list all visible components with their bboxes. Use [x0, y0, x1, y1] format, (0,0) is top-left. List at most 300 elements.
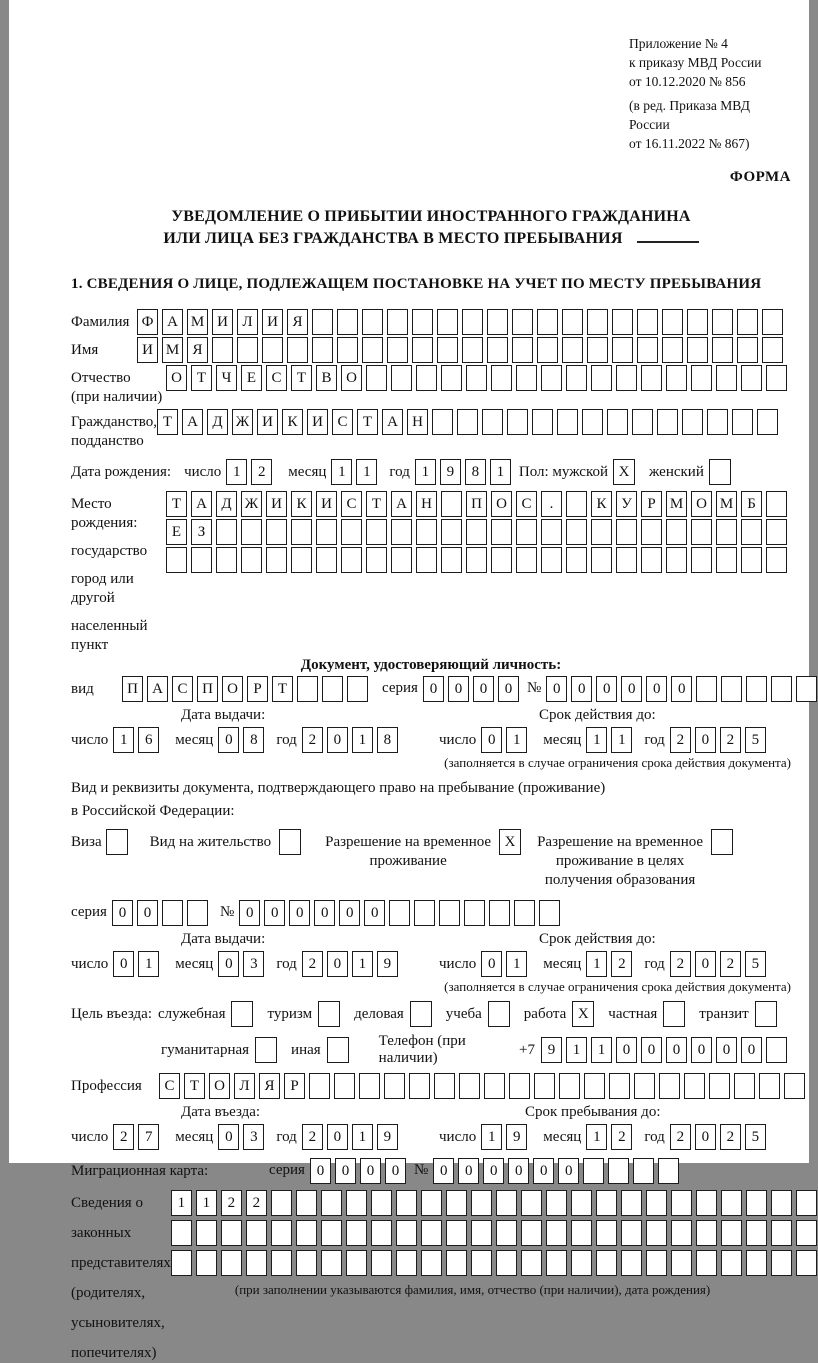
char-cell[interactable]: 1 [196, 1190, 217, 1216]
char-cell[interactable]: 2 [221, 1190, 242, 1216]
char-cell[interactable] [546, 1220, 567, 1246]
char-cell[interactable] [746, 1250, 767, 1276]
char-cell[interactable] [237, 337, 258, 363]
char-cell[interactable]: Т [366, 491, 387, 517]
char-cell[interactable] [334, 1073, 355, 1099]
char-cell[interactable]: 1 [591, 1037, 612, 1063]
char-cell[interactable]: С [332, 409, 353, 435]
residence-permit-checkbox[interactable] [279, 829, 301, 855]
char-cell[interactable] [212, 337, 233, 363]
char-cell[interactable] [796, 1190, 817, 1216]
char-cell[interactable] [312, 309, 333, 335]
char-cell[interactable] [666, 519, 687, 545]
char-cell[interactable] [509, 1073, 530, 1099]
char-cell[interactable] [366, 547, 387, 573]
char-cell[interactable]: Д [216, 491, 237, 517]
char-cell[interactable] [441, 547, 462, 573]
char-cell[interactable]: 0 [695, 727, 716, 753]
char-cell[interactable]: 0 [641, 1037, 662, 1063]
char-cell[interactable] [446, 1250, 467, 1276]
char-cell[interactable] [366, 519, 387, 545]
char-cell[interactable]: К [591, 491, 612, 517]
char-cell[interactable] [459, 1073, 480, 1099]
char-cell[interactable] [741, 547, 762, 573]
char-cell[interactable] [296, 1190, 317, 1216]
char-cell[interactable]: 0 [218, 727, 239, 753]
char-cell[interactable] [466, 547, 487, 573]
char-cell[interactable]: 5 [745, 1124, 766, 1150]
char-cell[interactable]: 0 [695, 951, 716, 977]
char-cell[interactable] [362, 309, 383, 335]
char-cell[interactable]: 0 [113, 951, 134, 977]
char-cell[interactable]: 0 [112, 900, 133, 926]
char-cell[interactable] [271, 1220, 292, 1246]
char-cell[interactable]: 1 [113, 727, 134, 753]
char-cell[interactable]: Е [241, 365, 262, 391]
char-cell[interactable]: О [341, 365, 362, 391]
char-cell[interactable]: Л [234, 1073, 255, 1099]
char-cell[interactable]: Д [207, 409, 228, 435]
char-cell[interactable] [766, 491, 787, 517]
char-cell[interactable]: И [212, 309, 233, 335]
char-cell[interactable] [391, 547, 412, 573]
char-cell[interactable]: П [197, 676, 218, 702]
char-cell[interactable] [387, 337, 408, 363]
sex-male-checkbox[interactable]: X [613, 459, 635, 485]
char-cell[interactable]: А [162, 309, 183, 335]
char-cell[interactable]: О [166, 365, 187, 391]
char-cell[interactable] [216, 547, 237, 573]
char-cell[interactable] [496, 1250, 517, 1276]
char-cell[interactable] [608, 1158, 629, 1184]
char-cell[interactable] [521, 1220, 542, 1246]
char-cell[interactable] [587, 337, 608, 363]
char-cell[interactable] [471, 1190, 492, 1216]
char-cell[interactable] [709, 1073, 730, 1099]
char-cell[interactable] [682, 409, 703, 435]
char-cell[interactable] [546, 1250, 567, 1276]
char-cell[interactable] [291, 547, 312, 573]
char-cell[interactable]: 0 [646, 676, 667, 702]
char-cell[interactable] [532, 409, 553, 435]
char-cell[interactable] [746, 1220, 767, 1246]
char-cell[interactable] [712, 309, 733, 335]
char-cell[interactable] [484, 1073, 505, 1099]
char-cell[interactable] [466, 519, 487, 545]
char-cell[interactable]: Р [284, 1073, 305, 1099]
char-cell[interactable] [491, 519, 512, 545]
char-cell[interactable] [491, 365, 512, 391]
char-cell[interactable] [521, 1250, 542, 1276]
char-cell[interactable]: Н [407, 409, 428, 435]
char-cell[interactable] [321, 1220, 342, 1246]
char-cell[interactable] [646, 1220, 667, 1246]
char-cell[interactable] [316, 547, 337, 573]
char-cell[interactable]: Ж [241, 491, 262, 517]
char-cell[interactable] [416, 365, 437, 391]
char-cell[interactable]: 0 [533, 1158, 554, 1184]
char-cell[interactable] [162, 900, 183, 926]
char-cell[interactable]: 0 [481, 951, 502, 977]
char-cell[interactable] [562, 337, 583, 363]
char-cell[interactable]: 8 [377, 727, 398, 753]
char-cell[interactable] [633, 1158, 654, 1184]
char-cell[interactable] [771, 1220, 792, 1246]
char-cell[interactable] [246, 1250, 267, 1276]
char-cell[interactable] [414, 900, 435, 926]
char-cell[interactable] [687, 337, 708, 363]
char-cell[interactable] [287, 337, 308, 363]
char-cell[interactable]: Л [237, 309, 258, 335]
purpose-business-checkbox[interactable] [410, 1001, 432, 1027]
char-cell[interactable] [482, 409, 503, 435]
char-cell[interactable]: О [691, 491, 712, 517]
char-cell[interactable] [737, 309, 758, 335]
char-cell[interactable]: Т [291, 365, 312, 391]
char-cell[interactable] [571, 1250, 592, 1276]
char-cell[interactable] [707, 409, 728, 435]
char-cell[interactable] [437, 309, 458, 335]
char-cell[interactable] [671, 1190, 692, 1216]
char-cell[interactable] [262, 337, 283, 363]
char-cell[interactable] [696, 1190, 717, 1216]
char-cell[interactable] [471, 1250, 492, 1276]
char-cell[interactable] [596, 1190, 617, 1216]
char-cell[interactable]: 2 [670, 727, 691, 753]
char-cell[interactable]: И [262, 309, 283, 335]
char-cell[interactable] [462, 337, 483, 363]
char-cell[interactable] [583, 1158, 604, 1184]
char-cell[interactable] [309, 1073, 330, 1099]
char-cell[interactable] [734, 1073, 755, 1099]
char-cell[interactable] [641, 365, 662, 391]
char-cell[interactable]: 0 [433, 1158, 454, 1184]
char-cell[interactable]: 0 [458, 1158, 479, 1184]
char-cell[interactable] [337, 337, 358, 363]
char-cell[interactable]: 0 [327, 1124, 348, 1150]
char-cell[interactable]: И [266, 491, 287, 517]
char-cell[interactable]: Р [247, 676, 268, 702]
char-cell[interactable]: С [172, 676, 193, 702]
char-cell[interactable]: 6 [138, 727, 159, 753]
char-cell[interactable] [646, 1250, 667, 1276]
char-cell[interactable] [596, 1250, 617, 1276]
char-cell[interactable]: 0 [335, 1158, 356, 1184]
char-cell[interactable]: Ч [216, 365, 237, 391]
char-cell[interactable]: 1 [481, 1124, 502, 1150]
char-cell[interactable] [596, 1220, 617, 1246]
char-cell[interactable] [516, 547, 537, 573]
char-cell[interactable] [621, 1250, 642, 1276]
char-cell[interactable]: П [122, 676, 143, 702]
char-cell[interactable] [566, 547, 587, 573]
char-cell[interactable]: 2 [670, 951, 691, 977]
char-cell[interactable] [271, 1190, 292, 1216]
char-cell[interactable] [396, 1190, 417, 1216]
char-cell[interactable]: 8 [465, 459, 486, 485]
char-cell[interactable] [421, 1190, 442, 1216]
char-cell[interactable] [771, 1250, 792, 1276]
char-cell[interactable]: 0 [571, 676, 592, 702]
char-cell[interactable] [616, 519, 637, 545]
char-cell[interactable]: М [716, 491, 737, 517]
char-cell[interactable] [191, 547, 212, 573]
char-cell[interactable] [746, 676, 767, 702]
char-cell[interactable]: 9 [541, 1037, 562, 1063]
char-cell[interactable]: С [266, 365, 287, 391]
purpose-private-checkbox[interactable] [663, 1001, 685, 1027]
purpose-work-checkbox[interactable]: X [572, 1001, 594, 1027]
char-cell[interactable] [384, 1073, 405, 1099]
char-cell[interactable] [457, 409, 478, 435]
char-cell[interactable] [514, 900, 535, 926]
purpose-humanitarian-checkbox[interactable] [255, 1037, 277, 1063]
char-cell[interactable]: 0 [666, 1037, 687, 1063]
char-cell[interactable] [496, 1190, 517, 1216]
char-cell[interactable] [762, 337, 783, 363]
char-cell[interactable] [171, 1220, 192, 1246]
char-cell[interactable] [684, 1073, 705, 1099]
char-cell[interactable]: 1 [586, 1124, 607, 1150]
char-cell[interactable] [466, 365, 487, 391]
char-cell[interactable] [671, 1220, 692, 1246]
char-cell[interactable]: 1 [226, 459, 247, 485]
char-cell[interactable] [641, 547, 662, 573]
char-cell[interactable] [241, 519, 262, 545]
char-cell[interactable] [621, 1220, 642, 1246]
char-cell[interactable]: 0 [671, 676, 692, 702]
char-cell[interactable] [409, 1073, 430, 1099]
char-cell[interactable] [337, 309, 358, 335]
char-cell[interactable] [496, 1220, 517, 1246]
char-cell[interactable]: Я [259, 1073, 280, 1099]
char-cell[interactable] [637, 309, 658, 335]
char-cell[interactable]: 1 [171, 1190, 192, 1216]
char-cell[interactable] [312, 337, 333, 363]
char-cell[interactable] [371, 1250, 392, 1276]
char-cell[interactable] [587, 309, 608, 335]
char-cell[interactable] [716, 519, 737, 545]
char-cell[interactable] [616, 365, 637, 391]
char-cell[interactable] [491, 547, 512, 573]
char-cell[interactable] [432, 409, 453, 435]
char-cell[interactable] [571, 1220, 592, 1246]
char-cell[interactable] [371, 1220, 392, 1246]
char-cell[interactable]: И [137, 337, 158, 363]
char-cell[interactable] [416, 547, 437, 573]
char-cell[interactable]: А [147, 676, 168, 702]
temp-residence-checkbox[interactable]: X [499, 829, 521, 855]
char-cell[interactable] [462, 309, 483, 335]
char-cell[interactable]: И [257, 409, 278, 435]
char-cell[interactable] [582, 409, 603, 435]
char-cell[interactable] [362, 337, 383, 363]
char-cell[interactable] [646, 1190, 667, 1216]
purpose-study-checkbox[interactable] [488, 1001, 510, 1027]
char-cell[interactable] [771, 676, 792, 702]
char-cell[interactable] [241, 547, 262, 573]
char-cell[interactable] [537, 309, 558, 335]
char-cell[interactable] [796, 1250, 817, 1276]
char-cell[interactable]: 3 [243, 1124, 264, 1150]
char-cell[interactable] [766, 547, 787, 573]
char-cell[interactable] [291, 519, 312, 545]
char-cell[interactable]: 2 [113, 1124, 134, 1150]
char-cell[interactable] [322, 676, 343, 702]
char-cell[interactable] [534, 1073, 555, 1099]
char-cell[interactable] [658, 1158, 679, 1184]
char-cell[interactable] [512, 337, 533, 363]
char-cell[interactable] [371, 1190, 392, 1216]
char-cell[interactable]: 1 [506, 951, 527, 977]
char-cell[interactable] [196, 1250, 217, 1276]
char-cell[interactable]: А [182, 409, 203, 435]
char-cell[interactable]: 0 [327, 727, 348, 753]
char-cell[interactable]: М [666, 491, 687, 517]
char-cell[interactable]: З [191, 519, 212, 545]
char-cell[interactable]: 9 [440, 459, 461, 485]
char-cell[interactable] [507, 409, 528, 435]
char-cell[interactable]: Я [287, 309, 308, 335]
char-cell[interactable]: 0 [481, 727, 502, 753]
char-cell[interactable] [396, 1250, 417, 1276]
char-cell[interactable]: 0 [310, 1158, 331, 1184]
char-cell[interactable]: Е [166, 519, 187, 545]
char-cell[interactable] [746, 1190, 767, 1216]
char-cell[interactable] [757, 409, 778, 435]
char-cell[interactable]: Р [641, 491, 662, 517]
char-cell[interactable]: Т [357, 409, 378, 435]
char-cell[interactable] [591, 519, 612, 545]
char-cell[interactable] [387, 309, 408, 335]
char-cell[interactable]: Т [157, 409, 178, 435]
char-cell[interactable] [566, 491, 587, 517]
char-cell[interactable] [771, 1190, 792, 1216]
char-cell[interactable]: А [191, 491, 212, 517]
char-cell[interactable] [584, 1073, 605, 1099]
char-cell[interactable] [766, 365, 787, 391]
char-cell[interactable]: 1 [586, 951, 607, 977]
char-cell[interactable] [216, 519, 237, 545]
char-cell[interactable]: 2 [246, 1190, 267, 1216]
char-cell[interactable]: М [162, 337, 183, 363]
char-cell[interactable] [439, 900, 460, 926]
char-cell[interactable]: 0 [360, 1158, 381, 1184]
char-cell[interactable]: 0 [483, 1158, 504, 1184]
char-cell[interactable]: 0 [289, 900, 310, 926]
char-cell[interactable]: А [391, 491, 412, 517]
char-cell[interactable]: 2 [251, 459, 272, 485]
char-cell[interactable] [346, 1220, 367, 1246]
char-cell[interactable]: 1 [611, 727, 632, 753]
char-cell[interactable] [671, 1250, 692, 1276]
char-cell[interactable]: И [316, 491, 337, 517]
char-cell[interactable] [641, 519, 662, 545]
char-cell[interactable] [687, 309, 708, 335]
char-cell[interactable] [171, 1250, 192, 1276]
char-cell[interactable] [446, 1190, 467, 1216]
char-cell[interactable]: 0 [498, 676, 519, 702]
char-cell[interactable]: 1 [331, 459, 352, 485]
char-cell[interactable]: 0 [327, 951, 348, 977]
char-cell[interactable]: С [516, 491, 537, 517]
char-cell[interactable]: 5 [745, 727, 766, 753]
char-cell[interactable]: О [209, 1073, 230, 1099]
char-cell[interactable] [487, 309, 508, 335]
char-cell[interactable]: 2 [302, 727, 323, 753]
sex-female-checkbox[interactable] [709, 459, 731, 485]
char-cell[interactable] [296, 1250, 317, 1276]
char-cell[interactable] [437, 337, 458, 363]
char-cell[interactable]: 0 [448, 676, 469, 702]
char-cell[interactable]: 2 [720, 727, 741, 753]
char-cell[interactable]: 2 [611, 1124, 632, 1150]
char-cell[interactable]: 1 [356, 459, 377, 485]
char-cell[interactable]: 2 [720, 1124, 741, 1150]
char-cell[interactable] [666, 365, 687, 391]
char-cell[interactable]: 1 [352, 951, 373, 977]
char-cell[interactable] [221, 1220, 242, 1246]
char-cell[interactable]: 7 [138, 1124, 159, 1150]
char-cell[interactable]: 5 [745, 951, 766, 977]
char-cell[interactable] [566, 519, 587, 545]
char-cell[interactable] [396, 1220, 417, 1246]
char-cell[interactable]: 0 [264, 900, 285, 926]
char-cell[interactable] [762, 309, 783, 335]
char-cell[interactable]: 8 [243, 727, 264, 753]
char-cell[interactable]: М [187, 309, 208, 335]
visa-checkbox[interactable] [106, 829, 128, 855]
char-cell[interactable] [741, 365, 762, 391]
char-cell[interactable]: Ж [232, 409, 253, 435]
char-cell[interactable] [732, 409, 753, 435]
char-cell[interactable] [441, 491, 462, 517]
char-cell[interactable] [659, 1073, 680, 1099]
char-cell[interactable] [316, 519, 337, 545]
char-cell[interactable] [662, 309, 683, 335]
char-cell[interactable]: 1 [586, 727, 607, 753]
char-cell[interactable] [196, 1220, 217, 1246]
char-cell[interactable]: П [466, 491, 487, 517]
char-cell[interactable] [796, 676, 817, 702]
char-cell[interactable] [441, 519, 462, 545]
char-cell[interactable] [297, 676, 318, 702]
char-cell[interactable]: 2 [611, 951, 632, 977]
char-cell[interactable]: . [541, 491, 562, 517]
char-cell[interactable]: Т [191, 365, 212, 391]
char-cell[interactable] [796, 1220, 817, 1246]
char-cell[interactable] [634, 1073, 655, 1099]
purpose-other-checkbox[interactable] [327, 1037, 349, 1063]
char-cell[interactable] [246, 1220, 267, 1246]
char-cell[interactable] [421, 1220, 442, 1246]
char-cell[interactable]: 0 [339, 900, 360, 926]
char-cell[interactable]: Б [741, 491, 762, 517]
char-cell[interactable] [541, 547, 562, 573]
char-cell[interactable] [471, 1220, 492, 1246]
char-cell[interactable] [766, 1037, 787, 1063]
char-cell[interactable] [266, 547, 287, 573]
char-cell[interactable] [346, 1250, 367, 1276]
char-cell[interactable]: 0 [218, 1124, 239, 1150]
char-cell[interactable] [271, 1250, 292, 1276]
char-cell[interactable] [721, 1250, 742, 1276]
char-cell[interactable] [637, 337, 658, 363]
char-cell[interactable] [521, 1190, 542, 1216]
char-cell[interactable] [562, 309, 583, 335]
char-cell[interactable]: В [316, 365, 337, 391]
char-cell[interactable] [721, 1190, 742, 1216]
